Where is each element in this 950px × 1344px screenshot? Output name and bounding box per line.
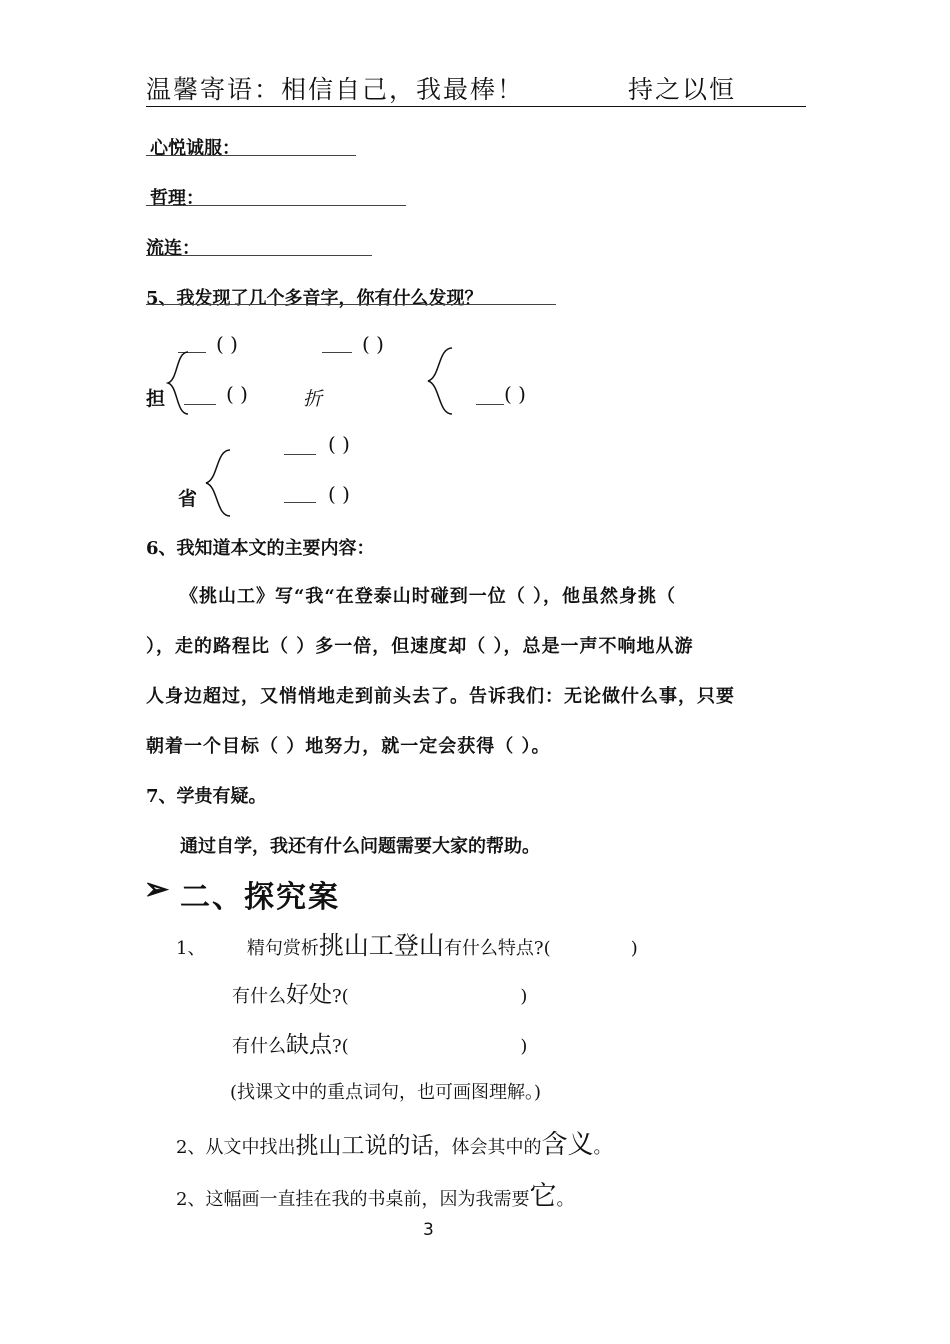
vocab-underline[interactable] bbox=[146, 205, 406, 206]
hint-text: (找课文中的重点词句，也可画图理解。) bbox=[230, 1082, 542, 1103]
summary-line: 《挑山工》写“我“在登泰山时碰到一位（ ），他虽然身挑（ bbox=[180, 586, 676, 607]
item-number: 1、 bbox=[176, 938, 206, 959]
item-emphasis: 挑山工登山 bbox=[318, 931, 444, 960]
item-suffix[interactable]: ?( ) bbox=[332, 986, 528, 1007]
section-arrow-icon: ➢ bbox=[144, 872, 170, 907]
vocab-underline[interactable] bbox=[146, 255, 372, 256]
item-emphasis: 缺点 bbox=[286, 1032, 332, 1058]
question-item bbox=[232, 976, 527, 1009]
question-5-title: 5、我发现了几个多音字，你有什么发现？ bbox=[146, 288, 483, 309]
q2a-prefix: 2、从文中找出 bbox=[176, 1137, 296, 1158]
question-6-title: 6、我知道本文的主要内容： bbox=[146, 538, 375, 559]
left-brace-icon bbox=[426, 346, 456, 416]
blank-line[interactable] bbox=[284, 502, 316, 503]
question-item bbox=[176, 926, 638, 962]
question-7-title: 7、学贵有疑。 bbox=[146, 786, 267, 807]
paren-blank[interactable]: ( ) bbox=[226, 382, 248, 406]
polyphone-char: 担 bbox=[146, 388, 166, 410]
blank-line[interactable] bbox=[184, 404, 216, 405]
item-suffix[interactable]: 有什么特点?( ) bbox=[443, 938, 638, 959]
item-prefix: 有什么 bbox=[232, 986, 286, 1007]
blank-line[interactable] bbox=[284, 454, 316, 455]
summary-line: 朝着一个目标（ ）地努力，就一定会获得（ ）。 bbox=[146, 736, 551, 757]
summary-line: 人身边超过，又悄悄地走到前头去了。告诉我们：无论做什么事，只要 bbox=[146, 686, 735, 707]
left-brace-icon bbox=[166, 350, 192, 416]
vocab-label: 哲理： bbox=[150, 188, 204, 209]
paren-blank[interactable]: ( ) bbox=[328, 432, 350, 456]
left-brace-icon bbox=[204, 448, 234, 518]
section-2-title: 二、探究案 bbox=[180, 880, 340, 915]
header-slogan: 持之以恒 bbox=[628, 75, 737, 104]
question-item bbox=[232, 1026, 527, 1059]
summary-line: ），走的路程比（ ）多一倍，但速度却（ ），总是一声不响地从游 bbox=[146, 636, 694, 657]
q2a-end: 。 bbox=[593, 1137, 612, 1158]
question-5-underline bbox=[146, 304, 556, 305]
blank-line[interactable] bbox=[476, 404, 504, 405]
vocab-label: 流连： bbox=[146, 238, 200, 259]
paren-blank[interactable]: ( ) bbox=[362, 332, 384, 356]
blank-line[interactable] bbox=[322, 352, 352, 353]
vocab-item bbox=[150, 184, 204, 210]
item-suffix[interactable]: ?( ) bbox=[332, 1036, 528, 1057]
q2a-emphasis-2: 含义 bbox=[541, 1130, 594, 1160]
vocab-underline[interactable] bbox=[146, 155, 356, 156]
q2b-prefix: 2、这幅画一直挂在我的书桌前，因为我需要 bbox=[176, 1189, 530, 1210]
q2b-end: 。 bbox=[556, 1189, 575, 1210]
question-2a bbox=[176, 1124, 611, 1161]
paren-blank[interactable]: ( ) bbox=[216, 332, 238, 356]
paren-blank[interactable]: ( ) bbox=[328, 482, 350, 506]
vocab-item bbox=[146, 234, 200, 260]
question-2b bbox=[176, 1174, 574, 1213]
paren-blank[interactable]: ( ) bbox=[504, 382, 526, 406]
header-rule bbox=[146, 106, 806, 107]
vocab-item bbox=[150, 134, 240, 160]
q2a-emphasis: 挑山工说的话 bbox=[295, 1133, 434, 1159]
q2b-emphasis: 它 bbox=[529, 1181, 557, 1212]
question-7-text: 通过自学，我还有什么问题需要大家的帮助。 bbox=[180, 836, 540, 857]
q2a-mid: ，体会其中的 bbox=[433, 1137, 542, 1158]
item-prefix: 精句赏析 bbox=[246, 938, 319, 959]
vocab-label: 心悦诚服： bbox=[150, 138, 240, 159]
page-number: 3 bbox=[423, 1220, 434, 1240]
polyphone-char: 省 bbox=[178, 488, 198, 510]
header-motto: 温馨寄语：相信自己，我最棒！ bbox=[146, 75, 525, 104]
polyphone-char: 折 bbox=[303, 388, 323, 410]
item-emphasis: 好处 bbox=[286, 982, 332, 1008]
item-prefix: 有什么 bbox=[232, 1036, 286, 1057]
